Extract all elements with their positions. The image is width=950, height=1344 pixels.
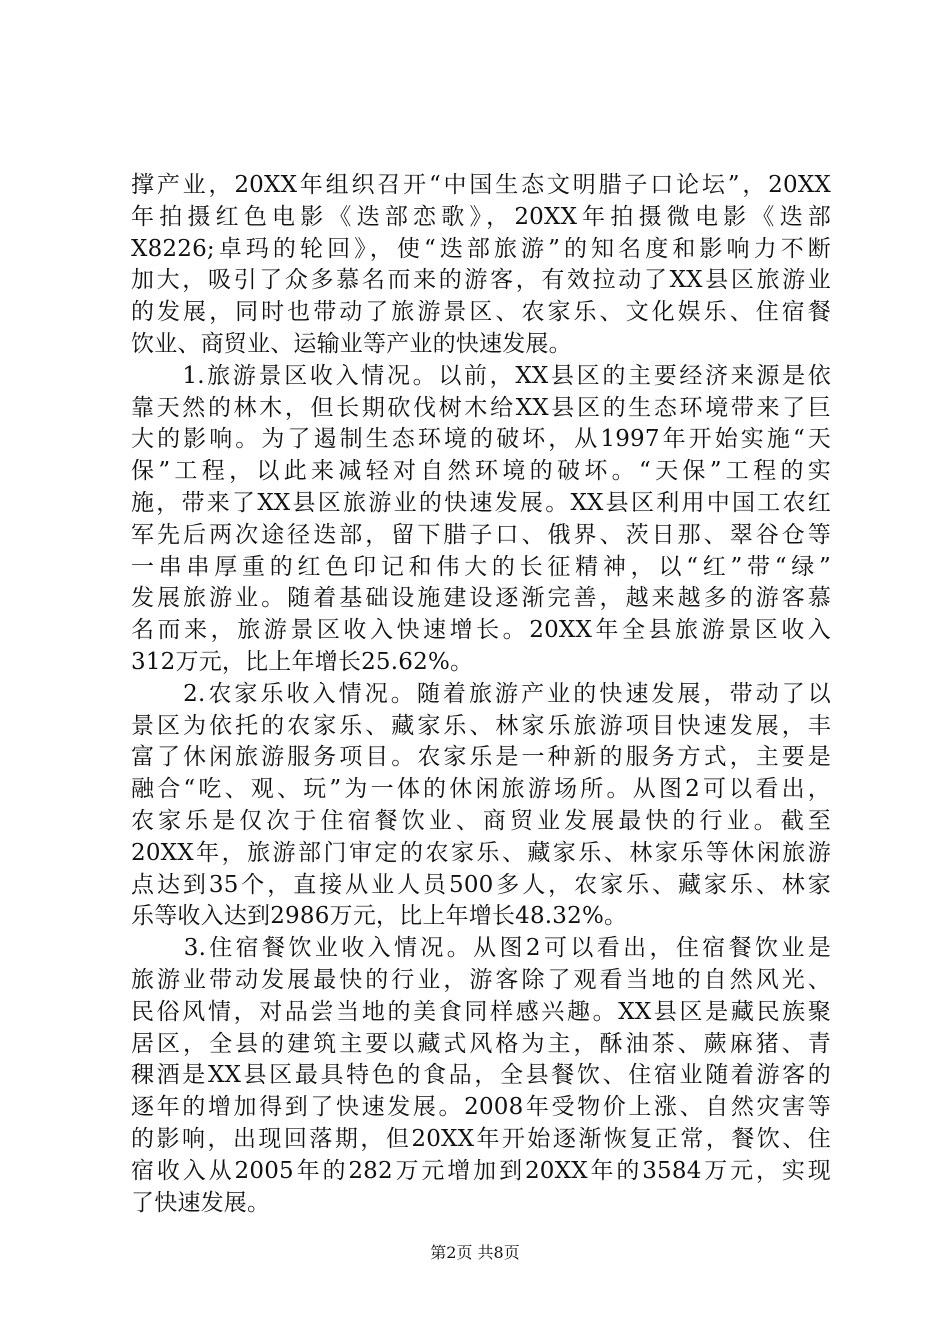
text-line: 3.住宿餐饮业收入情况。从图2可以看出，住宿餐饮业是 bbox=[131, 935, 831, 962]
text-line: 2.农家乐收入情况。随着旅游产业的快速发展，带动了以 bbox=[131, 680, 831, 707]
text-line: 发展旅游业。随着基础设施建设逐渐完善，越来越多的游客慕 bbox=[131, 585, 831, 612]
text-line: X8226;卓玛的轮回》，使“迭部旅游”的知名度和影响力不断 bbox=[131, 235, 831, 262]
text-line: 旅游业带动发展最快的行业，游客除了观看当地的自然风光、 bbox=[131, 966, 831, 993]
text-line: 312万元，比上年增长25.62%。 bbox=[131, 648, 474, 675]
text-line: 名而来，旅游景区收入快速增长。20XX年全县旅游景区收入 bbox=[131, 617, 831, 644]
text-line: 民俗风情，对品尝当地的美食同样感兴趣。XX县区是藏民族聚 bbox=[131, 998, 831, 1025]
text-line: 大的影响。为了遏制生态环境的破坏，从1997年开始实施“天 bbox=[131, 426, 831, 453]
text-line: 年拍摄红色电影《迭部恋歌》，20XX年拍摄微电影《迭部 bbox=[131, 203, 831, 230]
text-line: 居区，全县的建筑主要以藏式风格为主，酥油茶、蕨麻猪、青 bbox=[131, 1030, 831, 1057]
text-line: 的发展，同时也带动了旅游景区、农家乐、文化娱乐、住宿餐 bbox=[131, 299, 831, 326]
text-line: 撑产业，20XX年组织召开“中国生态文明腊子口论坛”，20XX bbox=[131, 172, 831, 198]
text-line: 融合“吃、观、玩”为一体的休闲旅游场所。从图2可以看出， bbox=[131, 776, 831, 803]
text-line: 农家乐是仅次于住宿餐饮业、商贸业发展最快的行业。截至 bbox=[131, 807, 831, 834]
text-line: 1.旅游景区收入情况。以前，XX县区的主要经济来源是依 bbox=[131, 362, 831, 389]
text-line: 一串串厚重的红色印记和伟大的长征精神，以“红”带“绿” bbox=[131, 553, 831, 580]
text-line: 逐年的增加得到了快速发展。2008年受物价上涨、自然灾害等 bbox=[131, 1094, 831, 1121]
text-line: 乐等收入达到2986万元，比上年增长48.32%。 bbox=[131, 903, 628, 930]
text-line: 宿收入从2005年的282万元增加到20XX年的3584万元，实现 bbox=[131, 1157, 831, 1184]
text-line: 靠天然的林木，但长期砍伐树木给XX县区的生态环境带来了巨 bbox=[131, 394, 831, 421]
text-line: 景区为依托的农家乐、藏家乐、林家乐旅游项目快速发展，丰 bbox=[131, 712, 831, 739]
text-line: 点达到35个，直接从业人员500多人，农家乐、藏家乐、林家 bbox=[131, 871, 831, 898]
text-line: 加大，吸引了众多慕名而来的游客，有效拉动了XX县区旅游业 bbox=[131, 267, 831, 294]
text-line: 保”工程，以此来减轻对自然环境的破坏。“天保”工程的实 bbox=[131, 458, 831, 485]
text-line: 军先后两次途径迭部，留下腊子口、俄界、茨日那、翠谷仓等 bbox=[131, 521, 831, 548]
text-line: 的影响，出现回落期，但20XX年开始逐渐恢复正常，餐饮、住 bbox=[131, 1125, 831, 1152]
text-line: 施，带来了XX县区旅游业的快速发展。XX县区利用中国工农红 bbox=[131, 489, 831, 516]
page-number: 第2页 共8页 bbox=[430, 1243, 520, 1262]
text-line: 了快速发展。 bbox=[131, 1189, 271, 1216]
text-line: 20XX年，旅游部门审定的农家乐、藏家乐、林家乐等休闲旅游 bbox=[131, 839, 831, 866]
text-line: 稞酒是XX县区最具特色的食品，全县餐饮、住宿业随着游客的 bbox=[131, 1062, 831, 1089]
text-line: 饮业、商贸业、运输业等产业的快速发展。 bbox=[131, 330, 572, 357]
text-line: 富了休闲旅游服务项目。农家乐是一种新的服务方式，主要是 bbox=[131, 744, 831, 771]
body-text bbox=[131, 170, 831, 1219]
